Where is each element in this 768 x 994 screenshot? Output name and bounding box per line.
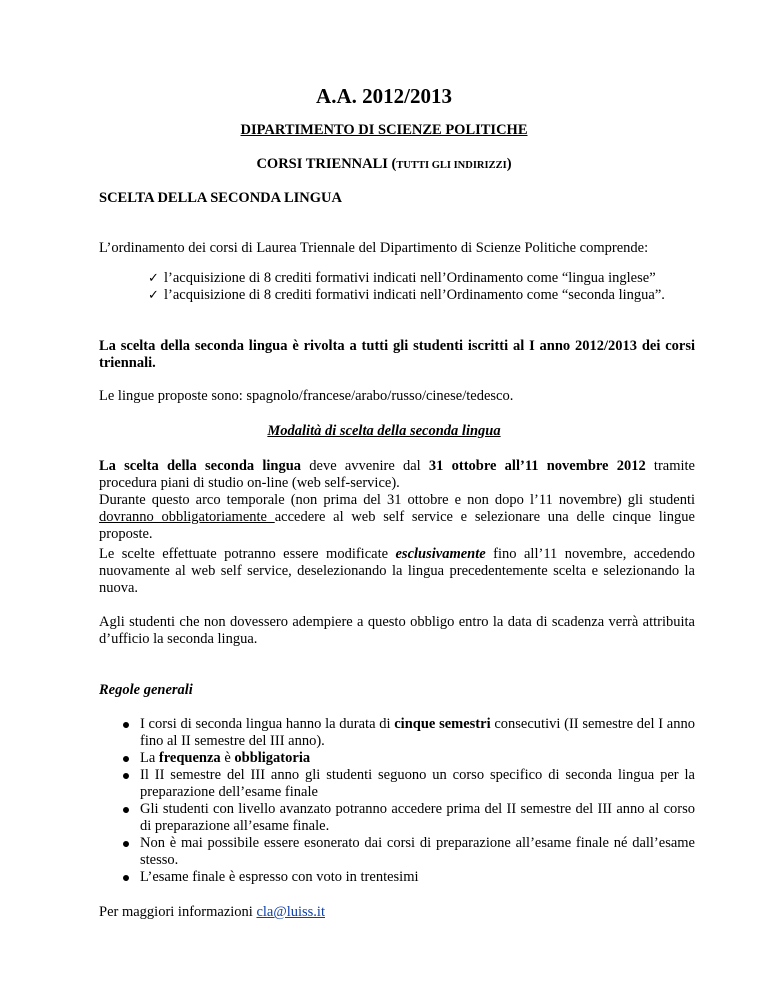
rule-item: Il II semestre del III anno gli studenti seguono un corso specifico di seconda lingua per la preparazione dell’esame finale bbox=[123, 767, 695, 801]
intro-paragraph: L’ordinamento dei corsi di Laurea Triennale del Dipartimento di Scienze Politiche comprende: bbox=[99, 240, 649, 256]
email-link[interactable]: cla@luiss.it bbox=[256, 904, 325, 920]
check-item-text: l’acquisizione di 8 crediti formativi indicati nell’Ordinamento come “lingua inglese” bbox=[164, 270, 656, 286]
rule-item: Non è mai possibile essere esonerato dai corsi di preparazione all’esame finale né dall’esame stesso. bbox=[123, 835, 695, 869]
modalita-line-2: Durante questo arco temporale (non prima del 31 ottobre e non dopo l’11 novembre) gli studenti dovranno obbligatoriamente accedere al web self service e selezionare una delle cinque lingue proposte. bbox=[99, 492, 695, 542]
check-item bbox=[148, 270, 695, 287]
modalita-heading: Modalità di scelta della seconda lingua bbox=[267, 423, 501, 439]
modifiche-paragraph: Le scelte effettuate potranno essere modificate esclusivamente fino all’11 novembre, accedendo nuovamente al web self service, deselezionando la lingua precedentemente scelta e selezionando la nuova. bbox=[99, 546, 695, 596]
obbligo-paragraph: Agli studenti che non dovessero adempiere a questo obbligo entro la data di scadenza verrà attribuita d’ufficio la seconda lingua. bbox=[99, 614, 695, 647]
courses-heading bbox=[0, 156, 768, 173]
courses-scope: TUTTI GLI INDIRIZZI bbox=[396, 160, 507, 171]
bullet-icon bbox=[123, 756, 129, 762]
regole-heading: Regole generali bbox=[99, 682, 193, 698]
rule-item: Gli studenti con livello avanzato potranno accedere prima del II semestre del III anno al corso di preparazione all’esame finale. bbox=[123, 801, 695, 835]
bullet-icon bbox=[123, 722, 129, 728]
languages-offered: Le lingue proposte sono: spagnolo/francese/arabo/russo/cinese/tedesco. bbox=[99, 388, 514, 404]
modalita-paragraph bbox=[99, 458, 695, 543]
check-list bbox=[148, 270, 695, 304]
rule-item: La frequenza è obbligatoria bbox=[123, 750, 695, 767]
bullet-icon bbox=[123, 807, 129, 813]
courses-main: CORSI TRIENNALI ( bbox=[256, 156, 397, 172]
bullet-icon bbox=[123, 841, 129, 847]
rules-list bbox=[123, 716, 695, 886]
check-item-text: l’acquisizione di 8 crediti formativi indicati nell’Ordinamento come “seconda lingua”. bbox=[164, 287, 665, 303]
rule-item: I corsi di seconda lingua hanno la durata di cinque semestri consecutivi (II semestre del I anno fino al II semestre del III anno). bbox=[123, 716, 695, 750]
checkmark-icon: ✓ bbox=[148, 271, 159, 286]
modalita-line-1: La scelta della seconda lingua deve avvenire dal 31 ottobre all’11 novembre 2012 tramite procedura piani di studio on-line (web self-service). bbox=[99, 458, 695, 491]
courses-close: ) bbox=[506, 156, 512, 172]
target-students: La scelta della seconda lingua è rivolta a tutti gli studenti iscritti al I anno 2012/2013 dei corsi triennali. bbox=[99, 338, 695, 371]
bullet-icon bbox=[123, 773, 129, 779]
bullet-icon bbox=[123, 875, 129, 881]
checkmark-icon: ✓ bbox=[148, 288, 159, 303]
check-item bbox=[148, 287, 695, 304]
section-title: SCELTA DELLA SECONDA LINGUA bbox=[99, 190, 342, 206]
academic-year-title: A.A. 2012/2013 bbox=[316, 84, 452, 108]
contact-line: Per maggiori informazioni cla@luiss.it bbox=[99, 904, 325, 920]
department-heading: DIPARTIMENTO DI SCIENZE POLITICHE bbox=[240, 122, 528, 138]
rule-item: L’esame finale è espresso con voto in trentesimi bbox=[123, 869, 695, 886]
